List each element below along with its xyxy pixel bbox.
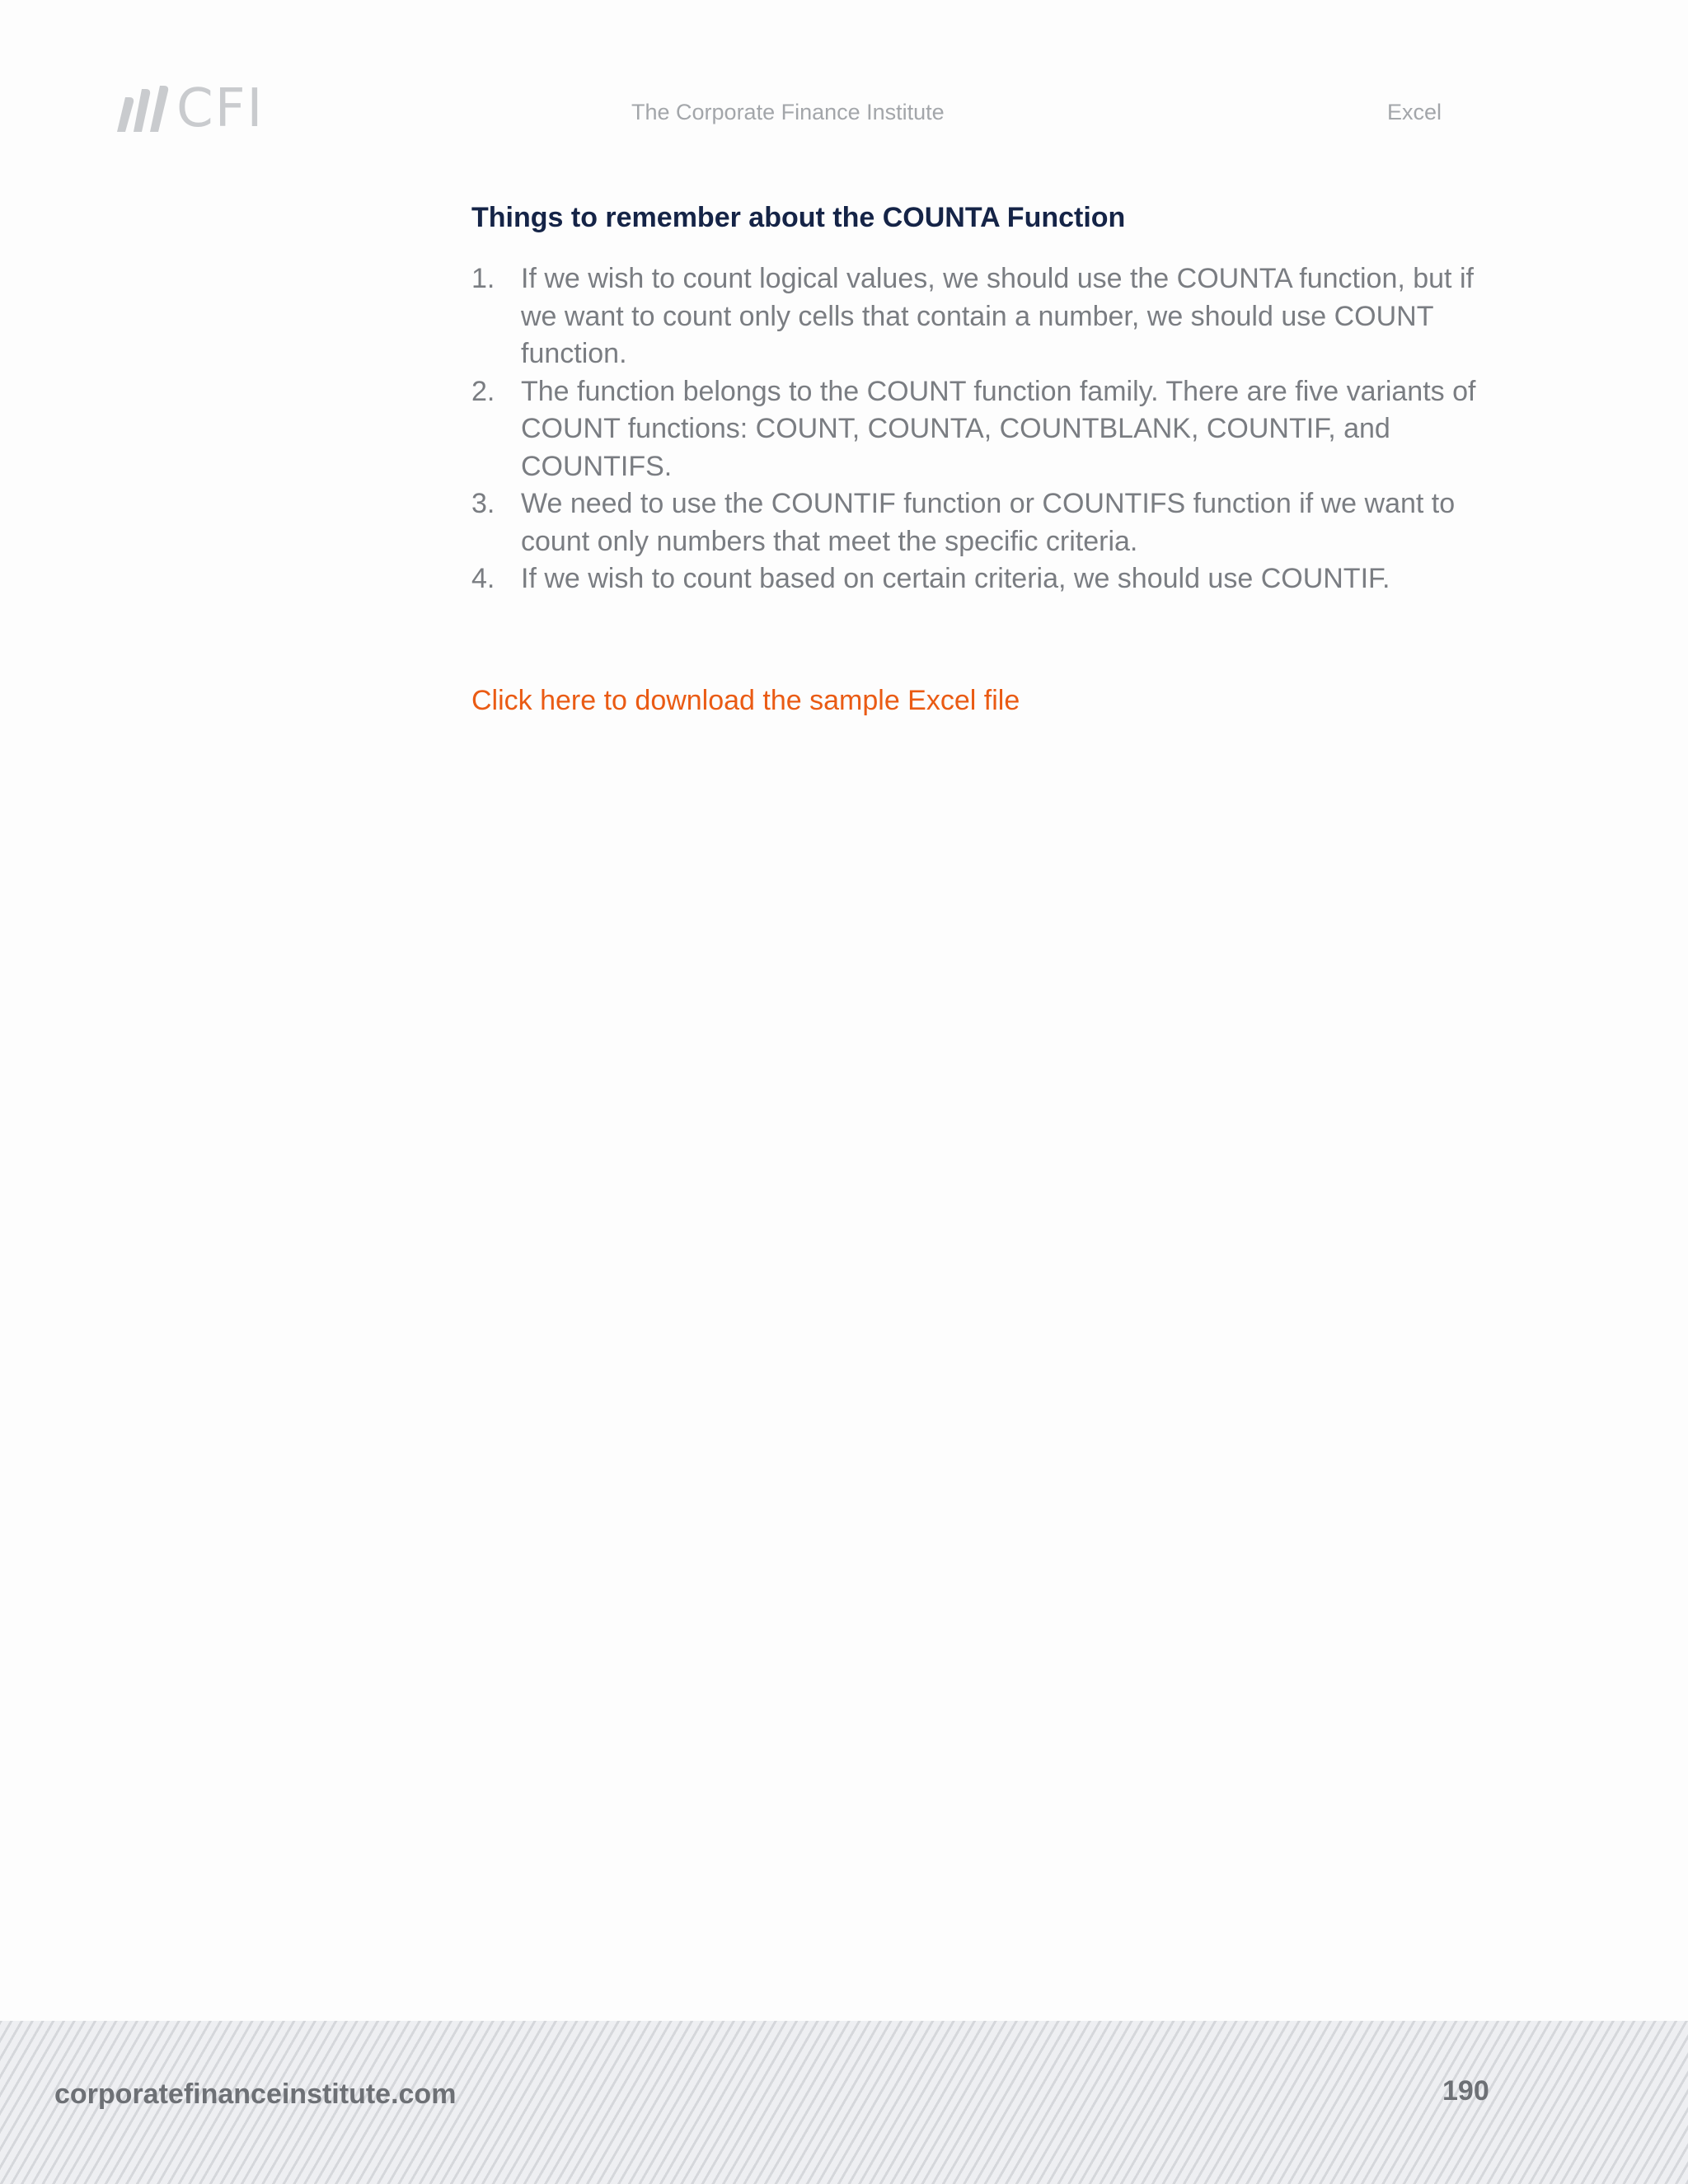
- cfi-logo: [112, 78, 265, 139]
- list-item: [471, 260, 1493, 373]
- cfi-logo-stripes-icon: [112, 86, 170, 132]
- list-item: [471, 560, 1493, 598]
- header-institute-name: The Corporate Finance Institute: [631, 100, 945, 124]
- list-item-text: We need to use the COUNTIF function or COUNTIFS function if we want to count only numbers that meet the specific criteria.: [521, 488, 1456, 557]
- list-item: [471, 373, 1493, 486]
- header-section-name: Excel: [1387, 100, 1442, 124]
- list-item: [471, 485, 1493, 560]
- list-item-number: 3.: [471, 488, 495, 519]
- cfi-logo-text: CFI: [176, 78, 265, 139]
- list-item-text: If we wish to count based on certain criteria, we should use COUNTIF.: [521, 563, 1390, 594]
- page-footer: [0, 2021, 1688, 2184]
- remember-list: [471, 260, 1493, 598]
- section-title: Things to remember about the COUNTA Function: [471, 202, 1126, 233]
- download-sample-link[interactable]: Click here to download the sample Excel file: [471, 684, 1020, 716]
- list-item-number: 2.: [471, 375, 495, 407]
- page-number: 190: [1442, 2075, 1489, 2107]
- list-item-number: 4.: [471, 563, 495, 594]
- footer-website-url: corporatefinanceinstitute.com: [54, 2079, 457, 2110]
- list-item-number: 1.: [471, 263, 495, 294]
- list-item-text: If we wish to count logical values, we should use the COUNTA function, but if we want to count only cells that contain a number, we should use COUNT function.: [521, 263, 1474, 369]
- main-content: [471, 198, 1493, 720]
- list-item-text: The function belongs to the COUNT function family. There are five variants of COUNT functions: COUNT, COUNTA, COUNTBLANK, COUNTIF, and COUNTIFS.: [521, 375, 1476, 482]
